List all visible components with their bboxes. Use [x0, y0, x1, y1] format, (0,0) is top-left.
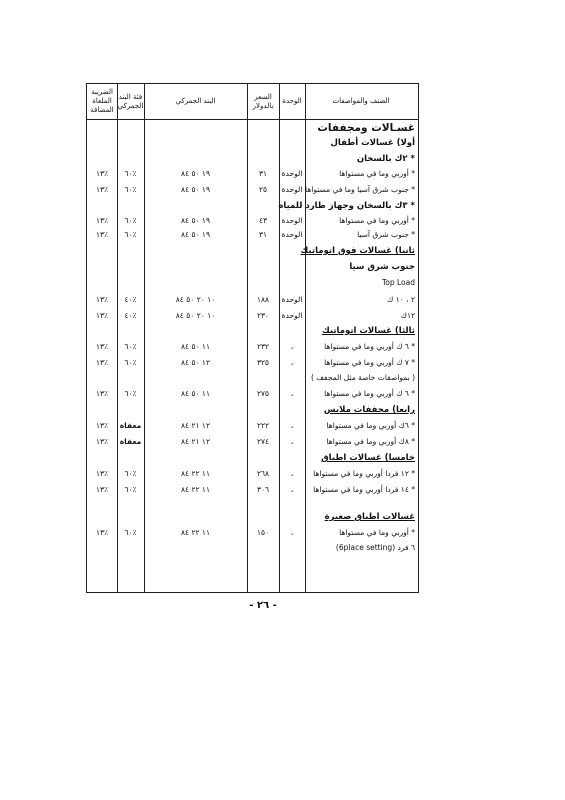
item-code: ١٠ ٢٠ ٥٠ ٨٤ — [175, 295, 216, 304]
item-description: ٦ فرد (6place setting) — [335, 543, 415, 552]
table-row — [87, 372, 418, 384]
table-row — [87, 184, 418, 196]
item-tax: ٪١٣ — [95, 230, 109, 239]
item-code: ١٩ ٥٠ ٨٤ — [181, 230, 210, 239]
item-description: خامسا) غسالات اطباق — [321, 453, 415, 463]
table-row — [87, 404, 418, 416]
item-description: * ٦ك أوربي وما في مستواها — [326, 421, 415, 430]
item-tax: ٪١٣ — [95, 311, 109, 320]
item-description: رابعا) مجففات ملابس — [323, 405, 415, 415]
item-tax: ٪١٣ — [95, 469, 109, 478]
table-row — [87, 511, 418, 523]
item-code: ١٢ ٢١ ٨٤ — [181, 437, 210, 446]
item-description: * أوربي وما في مستواها — [339, 528, 415, 537]
item-price: ١٥٠ — [256, 528, 270, 537]
item-duty: ٪٦٠ — [124, 389, 137, 398]
table-row — [87, 498, 418, 510]
item-unit: ، — [290, 421, 294, 430]
page-number: - ٢٦ - — [249, 600, 277, 611]
item-description: * ٦ ك أوربي وما في مستواها — [324, 342, 415, 351]
item-price: ٢٣٢ — [256, 342, 270, 351]
item-description: Top Load — [381, 278, 415, 287]
item-description: * جنوب شرق آسيا — [357, 230, 415, 239]
item-duty: ٪٦٠ — [124, 528, 137, 537]
item-description: * أوربي وما في مستواها — [339, 169, 415, 178]
item-price: ١٨٨ — [256, 295, 270, 304]
item-description: * ١٤ فردا أوربي وما في مستواها — [313, 485, 415, 494]
item-price: ٣٠٦ — [256, 485, 270, 494]
header-code: البند الجمركي — [175, 97, 216, 105]
item-description: * جنوب شرق آسيا وما في مستواها — [305, 185, 415, 194]
item-description: * ٦ ك أوربي وما في مستواها — [324, 389, 415, 398]
item-description: ( بمواصفات خاصة مثل المجفف ) — [310, 373, 415, 382]
table-row — [87, 357, 418, 369]
table-row — [87, 215, 418, 227]
item-unit: ، — [290, 485, 294, 494]
item-price: ٢٦٨ — [256, 469, 270, 478]
item-description: ثانيا) غسالات فوق اتوماتيك — [300, 246, 415, 256]
table-row — [87, 420, 418, 432]
item-unit: الوحدة — [281, 216, 303, 225]
header-divider — [87, 119, 418, 120]
item-duty: ٪٦٠ — [124, 342, 137, 351]
item-tax: ٪١٣ — [95, 528, 109, 537]
table-row — [87, 200, 418, 212]
table-row — [87, 294, 418, 306]
item-tax: ٪١٣ — [95, 485, 109, 494]
item-description: * ١٢ فردا أوربي وما في مستواها — [313, 469, 415, 478]
item-code: ١١ ٢٢ ٨٤ — [181, 485, 210, 494]
item-duty: معفاة — [119, 437, 142, 446]
item-tax: ٪١٣ — [95, 185, 109, 194]
item-unit: ، — [290, 469, 294, 478]
item-price: ٣٢٥ — [256, 358, 270, 367]
table-row — [87, 388, 418, 400]
item-code: ١١ ٢٢ ٨٤ — [181, 469, 210, 478]
header-duty: فئة البند الجمركي — [117, 92, 144, 110]
item-unit: الوحدة — [281, 295, 303, 304]
item-duty: ٪٦٠ — [124, 216, 137, 225]
item-description: جنوب شرق سيا — [349, 262, 415, 272]
item-description: * ٣ك بالسخان وجهاز طارد للمياه — [278, 201, 415, 211]
price-table — [86, 83, 419, 593]
item-description: * ٧ ك أوربي وما في مستواها — [324, 358, 415, 367]
item-code: ١١ ٥٠ ٨٤ — [181, 342, 210, 351]
table-row — [87, 527, 418, 539]
item-price: ٤٣ — [258, 216, 268, 225]
table-row — [87, 452, 418, 464]
table-row — [87, 168, 418, 180]
header-tax: الضريبة الملغاة المضافة — [90, 88, 114, 114]
item-code: ١٢ ٥٠ ٨٤ — [181, 358, 210, 367]
item-description: ١٢ك — [400, 311, 415, 320]
item-description: غسـالات ومجففات — [317, 122, 415, 134]
item-code: ١٩ ٥٠ ٨٤ — [181, 185, 210, 194]
item-code: ١٢ ٢١ ٨٤ — [181, 421, 210, 430]
item-code: ١١ ٢٢ ٨٤ — [181, 528, 210, 537]
item-duty: ٪٦٠ — [124, 485, 137, 494]
item-description: * ٢ك بالسخان — [356, 154, 415, 164]
table-row — [87, 245, 418, 257]
item-duty: ٪٦٠ — [124, 185, 137, 194]
item-code: ١٩ ٥٠ ٨٤ — [181, 169, 210, 178]
item-tax: ٪١٣ — [95, 216, 109, 225]
table-row — [87, 436, 418, 448]
item-unit: الوحدة — [281, 169, 303, 178]
item-description: ثالثا) غسالات اتوماتيك — [321, 326, 415, 336]
item-unit: ، — [290, 389, 294, 398]
table-row — [87, 229, 418, 241]
item-price: ٣١ — [258, 230, 268, 239]
item-tax: ٪١٣ — [95, 169, 109, 178]
item-description: غسالات اطباق صغيرة — [324, 512, 415, 522]
item-price: ٢٧٥ — [256, 389, 270, 398]
item-price: ٢٢٢ — [256, 421, 270, 430]
item-tax: ٪١٣ — [95, 358, 109, 367]
item-unit: ، — [290, 342, 294, 351]
header-desc: الصنف والمواصفات — [332, 97, 390, 105]
item-tax: ٪١٣ — [95, 295, 109, 304]
table-row — [87, 542, 418, 554]
header-price: السعر بالدولار — [252, 92, 274, 110]
item-duty: ٪٤٠ — [124, 295, 137, 304]
item-unit: ، — [290, 437, 294, 446]
item-tax: ٪١٣ — [95, 421, 109, 430]
item-unit: الوحدة — [281, 311, 303, 320]
table-row — [87, 277, 418, 289]
table-row — [87, 261, 418, 273]
item-code: ١٩ ٥٠ ٨٤ — [181, 216, 210, 225]
item-unit: الوحدة — [281, 185, 303, 194]
item-unit: ، — [290, 358, 294, 367]
item-tax: ٪١٣ — [95, 437, 109, 446]
table-row — [87, 153, 418, 165]
item-duty: ٪٦٠ — [124, 230, 137, 239]
item-price: ٢٥ — [258, 185, 268, 194]
item-unit: الوحدة — [281, 230, 303, 239]
item-duty: ٪٤٠ — [124, 311, 137, 320]
table-row — [87, 122, 418, 134]
item-description: ٢ ، ١٠ ك — [387, 295, 415, 304]
item-code: ١١ ٥٠ ٨٤ — [181, 389, 210, 398]
item-price: ٢٧٤ — [256, 437, 270, 446]
item-code: ١٠ ٢٠ ٥٠ ٨٤ — [175, 311, 216, 320]
item-duty: ٪٦٠ — [124, 169, 137, 178]
item-tax: ٪١٣ — [95, 389, 109, 398]
table-row — [87, 484, 418, 496]
table-row — [87, 310, 418, 322]
header-unit: الوحدة — [282, 97, 302, 105]
item-description: أولا) غسالات أطفال — [330, 138, 415, 148]
table-row — [87, 137, 418, 149]
item-price: ٣١ — [258, 169, 268, 178]
item-unit: ، — [290, 528, 294, 537]
item-price: ٢٣٠ — [256, 311, 270, 320]
table-row — [87, 468, 418, 480]
item-duty: ٪٦٠ — [124, 358, 137, 367]
table-row — [87, 325, 418, 337]
item-duty: ٪٦٠ — [124, 469, 137, 478]
table-row — [87, 341, 418, 353]
item-tax: ٪١٣ — [95, 342, 109, 351]
item-description: * ٨ك أوربي وما في مستواها — [326, 437, 415, 446]
item-description: * أوربي وما في مستواها — [339, 216, 415, 225]
item-duty: معفاة — [119, 421, 142, 430]
